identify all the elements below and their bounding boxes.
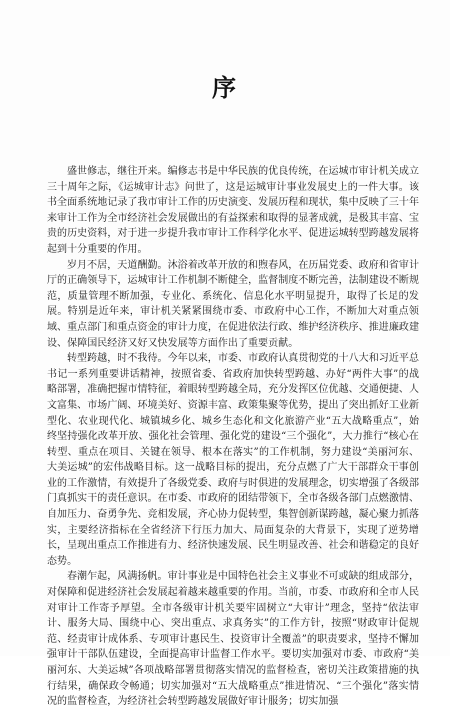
preface-title: 序 — [212, 73, 238, 102]
paragraph: 岁月不居，天道酬勤。沐浴着改革开放的和煦春风，在历届党委、政府和省审计厅的正确领导下，运城审计工作机制不断健全，监督制度不断完善，法制建设不断规范，质量管理不断加强，专业化、系统化、信息化水平明显提升，取得了长足的发展。特别是近年来，审计机关紧紧围绕市委、市政府中心工作，不断加大对重点领域、重点部门和重点资金的审计力度，在促进依法行政、维护经济秩序、推进廉政建设、保障国民经济又好又快发展等方面作出了重要贡献。 — [47, 259, 419, 349]
paragraph: 盛世修志，继往开来。编修志书是中华民族的优良传统，在运城市审计机关成立三十周年之际，《运城审计志》问世了，这是运城审计事业发展史上的一件大事。该书全面系统地记录了我市审计工作的历史演变、发展历程和现状，集中反映了三十年来审计工作为全市经济社会发展做出的有益探索和取得的显著成就，是极其丰富、宝贵的历史资料，对于进一步提升我市审计工作科学化水平、促进运城转型跨越发展将起到十分重要的作用。 — [47, 166, 419, 255]
paragraph: 春潮乍起，风满扬帆。审计事业是中国特色社会主义事业不可或缺的组成部分，对保障和促进经济社会发展起着越来越重要的作用。当前，市委、市政府和全市人民对审计工作寄予厚望。全市各级审计机关要牢固树立“大审计”理念，坚持“依法审计、服务大局、围绕中心、突出重点、求真务实”的工作方针，按照“财政审计促规范、经责审计成体系、专项审计惠民生、投资审计全覆盖”的职责要求，坚持不懈加强审计干部队伍建设，全面提高审计监督工作水平。要切实加强对市委、市政府“美丽河东、大美运城”各项战略部署贯彻落实情况的监督检查，密切关注政策措施的执行结果，确保政令畅通；切实加强对“五大战略重点”推进情况、“三个强化”落实情况的监督检查，为经济社会转型跨越发展做好审计服务；切实加强 — [47, 571, 419, 708]
paragraph: 转型跨越，时不我待。今年以来，市委、市政府认真贯彻党的十八大和习近平总书记一系列重要讲话精神，按照省委、省政府加快转型跨越、办好“两件大事”的战略部署，准确把握市情特征，着眼转型跨越全局，充分发挥区位优越、交通便捷、人文富集、市场广阔、环境美好、资源丰富、政策集聚等优势，提出了突出抓好工业新型化、农业现代化、城镇城乡化、城乡生态化和文化旅游产业“五大战略重点”，始终坚持强化改革开放、强化社会管理、强化党的建设“三个强化”，大力推行“核心在转型、重点在项目、关键在领导、根本在落实”的工作机制，努力建设“美丽河东、大美运城”的宏伟战略目标。这一战略目标的提出，充分点燃了广大干部群众干事创业的工作激情，有效提升了各级党委、政府与时俱进的发展理念，切实增强了各级部门真抓实干的责任意识。在市委、市政府的团结带领下，全市各级各部门点燃激情、自加压力、奋勇争先、竞相发展，齐心协力促转型，集智创新谋跨越，凝心聚力抓落实，主要经济指标在全省经济下行压力加大、局面复杂的大背景下，实现了逆势增长，呈现出重点工作推进有力、经济快速发展、民生明显改善、社会和谐稳定的良好态势。 — [47, 353, 419, 567]
preface-body — [47, 164, 419, 710]
